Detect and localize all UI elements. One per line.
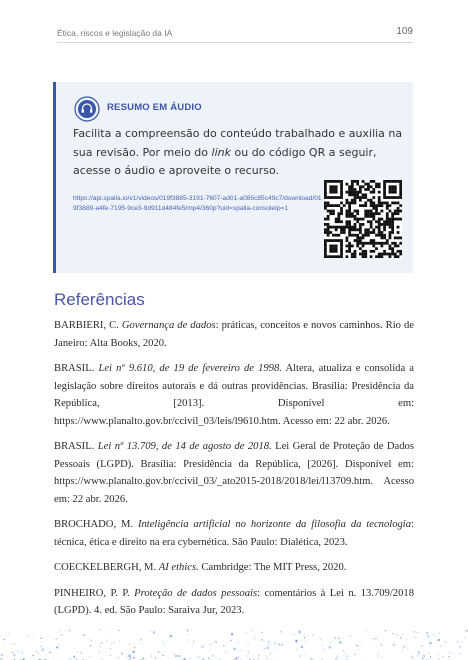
- reference-item: BARBIERI, C. Governança de dados: práticas, conceitos e novos caminhos. Rio de Janeiro: Alta Books, 2020.: [54, 320, 414, 349]
- reference-item: BRASIL. Lei nº 13.709, de 14 de agosto de 2018. Lei Geral de Proteção de Dados Pessoais (LGPD). Brasília: Presidência da República, [2026]. Disponível em: https://www.planalto.gov.br/ccivil_03/_ato2015-2018/2018/lei/l13709.htm. Acesso em: 22 abr. 2026.: [54, 441, 414, 505]
- decorative-dots: [0, 620, 468, 660]
- reference-item: PINHEIRO, P. P. Proteção de dados pessoais: comentários à Lei n. 13.709/2018 (LGPD). 4. ed. São Paulo: Saraiva Jur, 2023.: [54, 587, 414, 616]
- reference-item: COECKELBERGH, M. AI ethics. Cambridge: The MIT Press, 2020.: [54, 562, 347, 573]
- running-title: Ética, riscos e legislação da IA: [57, 28, 173, 38]
- reference-item: BRASIL. Lei nº 9.610, de 19 de fevereiro de 1998. Altera, atualiza e consolida a legislação sobre direitos autorais e dá outras providências. Brasília: Presidência da República, [2013]. Disponível em: https://www.planalto.gov.br/ccivil_03/leis/l9610.htm. Acesso em: 22 abr. 2026.: [54, 363, 414, 427]
- reference-item: BROCHADO, M. Inteligência artificial no horizonte da filosofia da tecnologia: técnica, ética e direito na era cybernética. São Paulo: Dialética, 2023.: [54, 519, 414, 548]
- header-divider: [57, 42, 413, 43]
- audio-summary-text: Facilita a compreensão do conteúdo trabalhado e auxilia na sua revisão. Por meio do link ou do código QR a seguir, acesse o áudio e aproveite o recurso.: [73, 127, 403, 177]
- references-list: [54, 317, 414, 628]
- audio-summary-title: RESUMO EM ÁUDIO: [107, 102, 202, 113]
- qr-code[interactable]: [324, 180, 402, 258]
- headphones-icon[interactable]: [74, 96, 100, 122]
- link-word: link: [211, 145, 231, 159]
- page-number: 109: [396, 26, 413, 37]
- references-heading: Referências: [54, 290, 145, 309]
- audio-url-link[interactable]: https://api.spalla.io/v1/videos/019f3885-3191-7607-ad01-a085c85c49c7/download/019f3889-a4fe-7195-9ce3-9d911d484fe5/mp4/360p?uid=spalla-consoleIp=1: [73, 195, 322, 212]
- audio-summary-box: [53, 82, 413, 273]
